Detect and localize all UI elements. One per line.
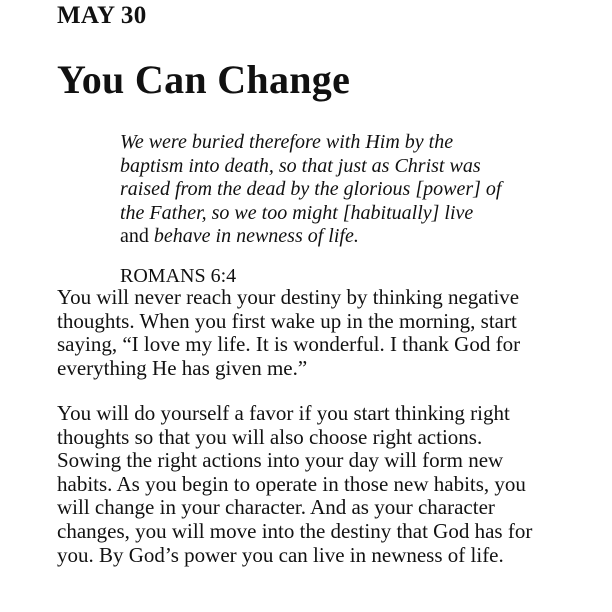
devotional-date: MAY 30 [57, 2, 147, 29]
scripture-reference: ROMANS 6:4 [120, 265, 237, 287]
scripture-line: the Father, so we too might [habitually] live [120, 201, 474, 224]
paragraph-line: you. By God’s power you can live in newness of life. [57, 542, 504, 567]
scripture-line: raised from the dead by the glorious [power] of [120, 178, 502, 201]
paragraph-line: will change in your character. And as your character [57, 495, 495, 520]
paragraph-line: Sowing the right actions into your day will form new [57, 448, 504, 473]
scripture-line [120, 225, 501, 249]
paragraph-line: thoughts so that you will also choose right actions. [57, 424, 483, 449]
paragraph-line: habits. As you begin to operate in those new habits, you [57, 471, 526, 496]
scripture-upright-word: and [120, 225, 149, 248]
paragraph-line: changes, you will move into the destiny that God has for [57, 518, 533, 543]
paragraph-line: You will do yourself a favor if you start thinking right [57, 401, 510, 425]
body-paragraph [57, 286, 520, 380]
scripture-italic-text: behave in newness of life. [148, 225, 359, 248]
scripture-line: baptism into death, so that just as Christ was [120, 154, 481, 177]
page-title: You Can Change [57, 57, 351, 102]
paragraph-line: everything He has given me.” [57, 355, 308, 380]
paragraph-line: You will never reach your destiny by thinking negative [57, 285, 520, 309]
body-paragraph [57, 402, 532, 567]
scripture-quote [120, 131, 501, 249]
paragraph-line: saying, “I love my life. It is wonderful. I thank God for [57, 332, 521, 357]
paragraph-line: thoughts. When you first wake up in the morning, start [57, 308, 517, 333]
scripture-line: We were buried therefore with Him by the [120, 131, 454, 153]
